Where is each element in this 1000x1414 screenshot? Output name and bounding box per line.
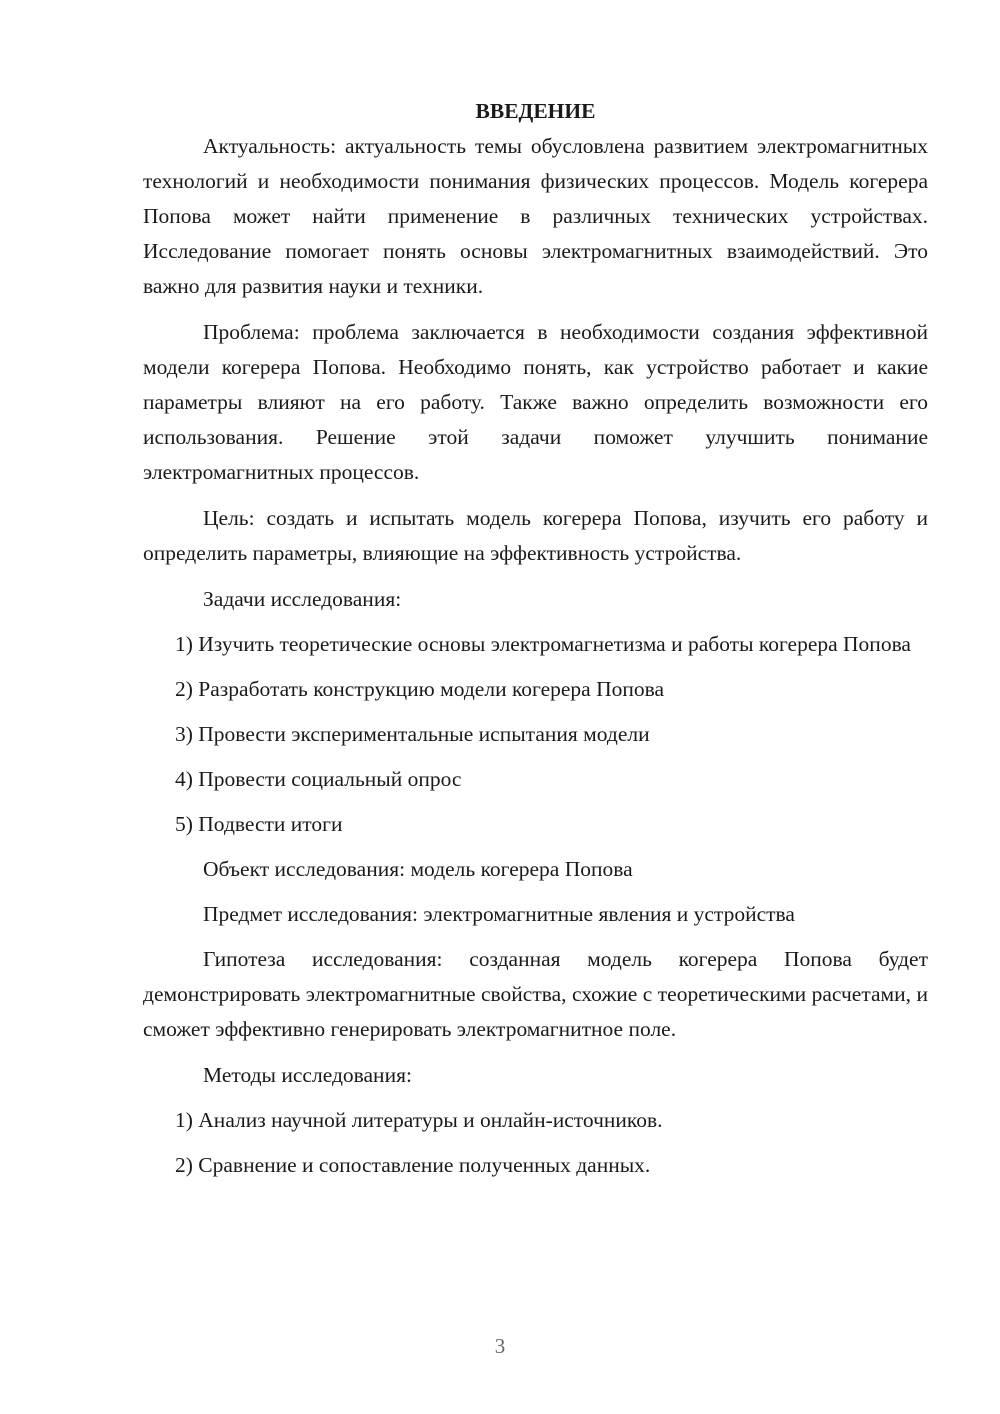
task-item-3: 3) Провести экспериментальные испытания модели [175,722,650,746]
problem-paragraph: Проблема: проблема заключается в необходимости создания эффективной модели когерера Попова. Необходимо понять, как устройство работает и какие параметры влияют на его работу. Также важно определить возможности его использования. Решение этой задачи поможет улучшить понимание электромагнитных процессов. [143,320,928,484]
hypothesis-paragraph: Гипотеза исследования: созданная модель когерера Попова будет демонстрировать электромагнитные свойства, схожие с теоретическими расчетами, и сможет эффективно генерировать электромагнитное поле. [143,947,928,1041]
tasks-title: Задачи исследования: [203,587,402,611]
task-item-1: 1) Изучить теоретические основы электромагнетизма и работы когерера Попова [175,632,911,656]
subject-line: Предмет исследования: электромагнитные явления и устройства [203,902,795,926]
task-item-4: 4) Провести социальный опрос [175,767,462,791]
task-item-2: 2) Разработать конструкцию модели когерера Попова [175,677,665,701]
task-item-5: 5) Подвести итоги [175,812,343,836]
goal-paragraph: Цель: создать и испытать модель когерера Попова, изучить его работу и определить параметры, влияющие на эффективность устройства. [143,506,928,565]
method-item-2: 2) Сравнение и сопоставление полученных данных. [175,1153,651,1177]
methods-title: Методы исследования: [203,1063,412,1087]
page-content [143,94,928,1183]
object-line: Объект исследования: модель когерера Попова [203,857,633,881]
method-item-1: 1) Анализ научной литературы и онлайн-источников. [175,1108,663,1132]
page-title: ВВЕДЕНИЕ [475,99,596,123]
page-number: 3 [494,1334,506,1358]
relevance-paragraph: Актуальность: актуальность темы обусловлена развитием электромагнитных технологий и необходимости понимания физических процессов. Модель когерера Попова может найти применение в различных технических устройствах. Исследование помогает понять основы электромагнитных взаимодействий. Это важно для развития науки и техники. [143,134,928,298]
